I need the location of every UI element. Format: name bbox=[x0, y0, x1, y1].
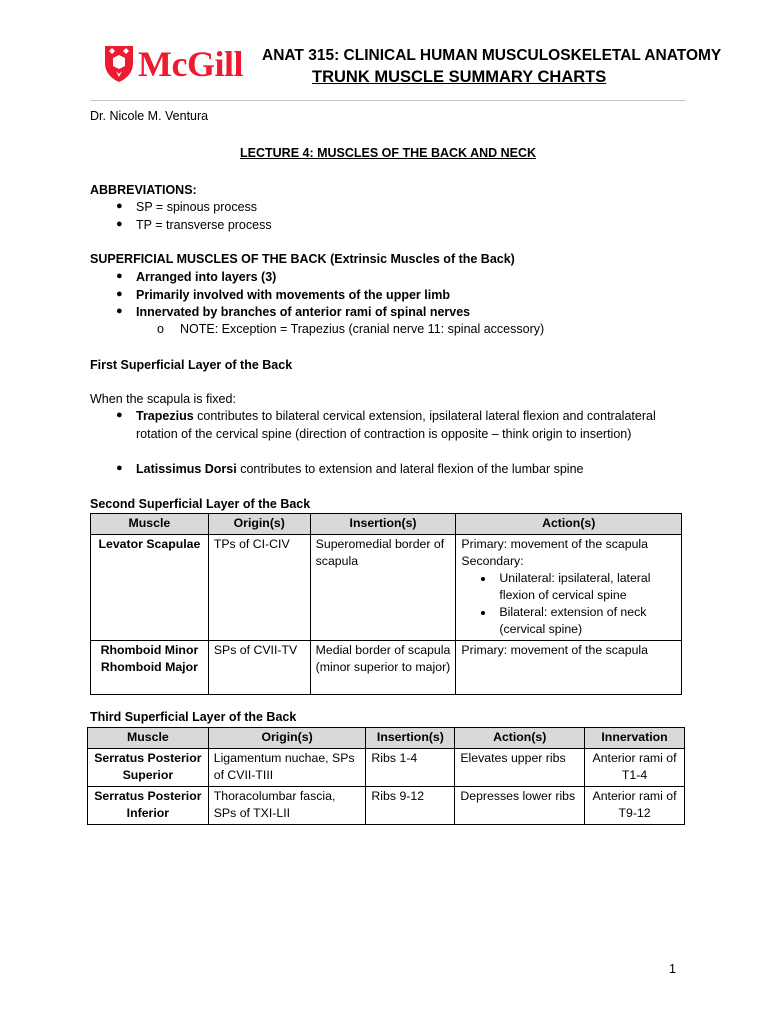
author-name: Dr. Nicole M. Ventura bbox=[90, 109, 209, 123]
lecture-title: LECTURE 4: MUSCLES OF THE BACK AND NECK bbox=[240, 146, 537, 160]
latissimus-text: contributes to extension and lateral flexion of the lumbar spine bbox=[236, 462, 584, 476]
insertion-cell: Superomedial border of scapula bbox=[310, 535, 456, 641]
insertion-cell: Ribs 1-4 bbox=[366, 749, 455, 787]
origin-cell: TPs of CI-CIV bbox=[208, 535, 310, 641]
trapezius-text: contributes to bilateral cervical extension, ipsilateral lateral flexion and contralateral bbox=[193, 409, 656, 423]
column-header: Muscle bbox=[91, 514, 209, 535]
table-header-row bbox=[91, 514, 682, 535]
latissimus-line bbox=[136, 461, 583, 478]
muscle-cell: Levator Scapulae bbox=[91, 535, 209, 641]
muscle-name: Rhomboid Minor bbox=[100, 643, 199, 657]
superficial-item: Innervated by branches of anterior rami of spinal nerves bbox=[136, 305, 471, 319]
bullet-icon: ● bbox=[116, 270, 123, 282]
abbreviation-item: SP = spinous process bbox=[136, 200, 258, 214]
muscle-name: Rhomboid Major bbox=[100, 660, 198, 674]
trapezius-line-1 bbox=[136, 408, 656, 425]
abbreviations-heading: ABBREVIATIONS: bbox=[90, 183, 197, 197]
table-row bbox=[91, 641, 682, 695]
mcgill-shield-icon bbox=[104, 45, 134, 83]
bullet-icon: ● bbox=[116, 462, 123, 474]
list-item: • Unilateral: ipsilateral, lateral flexion of cervical spine bbox=[495, 570, 676, 604]
table-row bbox=[88, 749, 685, 787]
trapezius-name: Trapezius bbox=[136, 409, 194, 423]
column-header: Innervation bbox=[585, 728, 685, 749]
superficial-heading-main: SUPERFICIAL MUSCLES OF THE BACK bbox=[90, 252, 327, 266]
column-header: Origin(s) bbox=[208, 514, 310, 535]
list-item: • Bilateral: extension of neck (cervical spine) bbox=[495, 604, 676, 638]
origin-cell: Ligamentum nuchae, SPs of CVII-TIII bbox=[208, 749, 366, 787]
second-layer-heading: Second Superficial Layer of the Back bbox=[90, 497, 311, 511]
abbreviation-item: TP = transverse process bbox=[136, 218, 272, 232]
origin-cell: Thoracolumbar fascia, SPs of TXI-LII bbox=[208, 787, 366, 825]
superficial-note: NOTE: Exception = Trapezius (cranial nerve 11: spinal accessory) bbox=[180, 322, 545, 336]
action-cell bbox=[456, 535, 682, 641]
muscle-cell: Serratus Posterior Superior bbox=[88, 749, 209, 787]
column-header: Insertion(s) bbox=[366, 728, 455, 749]
action-primary: Primary: movement of the scapula bbox=[461, 537, 649, 551]
table-header-row bbox=[88, 728, 685, 749]
bullet-icon: ● bbox=[116, 409, 123, 421]
superficial-item: Primarily involved with movements of the upper limb bbox=[136, 288, 450, 302]
bullet-icon: ● bbox=[116, 218, 123, 230]
page-number: 1 bbox=[669, 962, 676, 976]
insertion-cell: Ribs 9-12 bbox=[366, 787, 455, 825]
first-layer-intro: When the scapula is fixed: bbox=[90, 392, 236, 406]
first-layer-heading: First Superficial Layer of the Back bbox=[90, 358, 293, 372]
mcgill-logo bbox=[104, 42, 243, 86]
trapezius-line-2: rotation of the cervical spine (direction of contraction is opposite – think origin to insertion) bbox=[136, 427, 632, 441]
superficial-heading bbox=[90, 251, 515, 268]
innervation-cell: Anterior rami of T1-4 bbox=[585, 749, 685, 787]
header-divider bbox=[90, 100, 686, 101]
origin-cell: SPs of CVII-TV bbox=[208, 641, 310, 695]
superficial-heading-suffix: (Extrinsic Muscles of the Back) bbox=[326, 252, 515, 266]
course-title: ANAT 315: CLINICAL HUMAN MUSCULOSKELETAL ANATOMY bbox=[262, 47, 722, 64]
sub-bullet-marker: o bbox=[157, 322, 164, 336]
third-layer-table bbox=[87, 727, 685, 825]
superficial-item: Arranged into layers (3) bbox=[136, 270, 277, 284]
action-secondary-label: Secondary: bbox=[461, 554, 524, 568]
muscle-cell: Serratus Posterior Inferior bbox=[88, 787, 209, 825]
table-row bbox=[91, 535, 682, 641]
bullet-icon: ● bbox=[116, 288, 123, 300]
action-cell: Primary: movement of the scapula bbox=[456, 641, 682, 695]
muscle-cell bbox=[91, 641, 209, 695]
third-layer-heading: Third Superficial Layer of the Back bbox=[90, 710, 297, 724]
course-subtitle: TRUNK MUSCLE SUMMARY CHARTS bbox=[312, 68, 607, 86]
logo-text: McGill bbox=[138, 44, 243, 84]
bullet-icon: ● bbox=[116, 200, 123, 212]
action-secondary-list bbox=[461, 570, 676, 638]
column-header: Muscle bbox=[88, 728, 209, 749]
second-layer-table bbox=[90, 513, 682, 695]
column-header: Insertion(s) bbox=[310, 514, 456, 535]
column-header: Action(s) bbox=[456, 514, 682, 535]
innervation-cell: Anterior rami of T9-12 bbox=[585, 787, 685, 825]
bullet-icon: ● bbox=[116, 305, 123, 317]
column-header: Action(s) bbox=[455, 728, 585, 749]
action-cell: Elevates upper ribs bbox=[455, 749, 585, 787]
insertion-cell: Medial border of scapula (minor superior to major) bbox=[310, 641, 456, 695]
action-cell: Depresses lower ribs bbox=[455, 787, 585, 825]
latissimus-name: Latissimus Dorsi bbox=[136, 462, 237, 476]
column-header: Origin(s) bbox=[208, 728, 366, 749]
table-row bbox=[88, 787, 685, 825]
